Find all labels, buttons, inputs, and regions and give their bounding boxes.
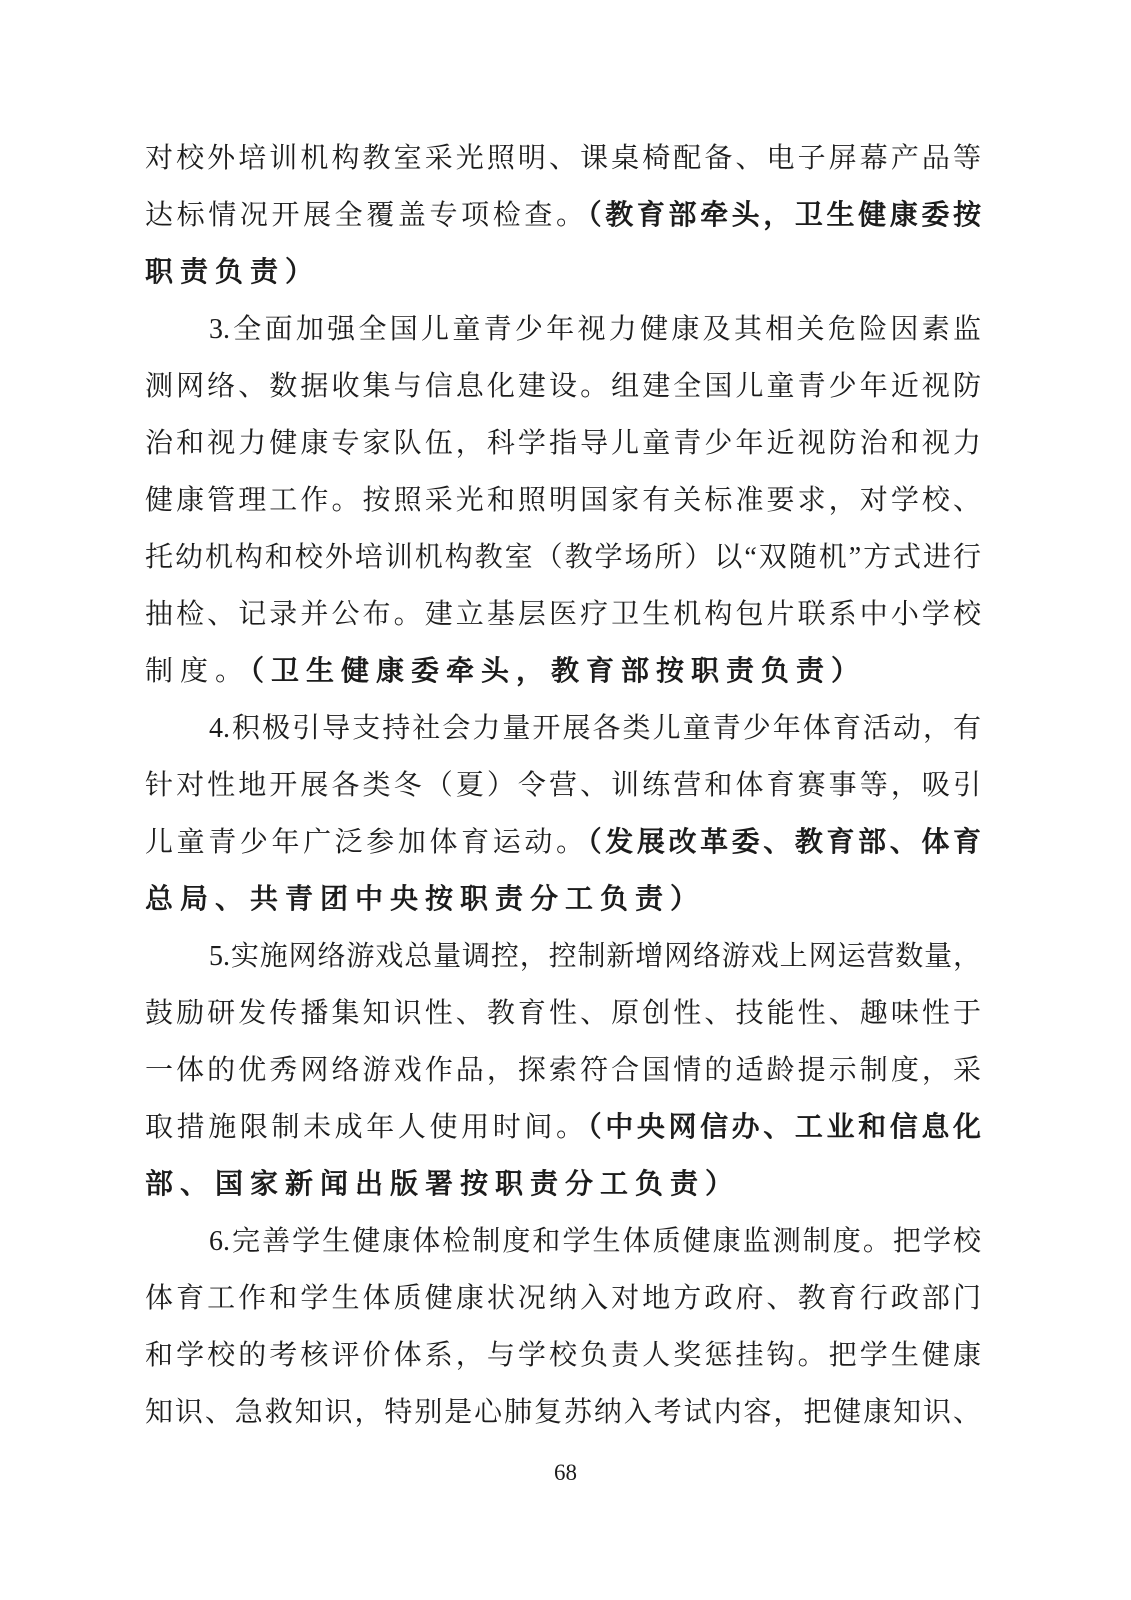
text-line <box>145 1327 981 1384</box>
body-text-run: 测网络、数据收集与信息化建设。组建全国儿童青少年近视防 <box>145 371 981 402</box>
text-line <box>145 871 981 928</box>
text-line <box>145 1213 981 1270</box>
text-line <box>145 1042 981 1099</box>
text-line <box>145 415 981 472</box>
responsible-agency-note: （发展改革委、教育部、体育 <box>587 827 981 858</box>
responsible-agency-note: 总局、共青团中央按职责分工负责） <box>145 884 706 915</box>
responsible-agency-note: 部、国家新闻出版署按职责分工负责） <box>145 1169 741 1200</box>
text-line <box>145 643 981 700</box>
text-line <box>145 244 981 301</box>
body-text-run: 一体的优秀网络游戏作品，探索符合国情的适龄提示制度，采 <box>145 1055 981 1086</box>
body-text-run: 鼓励研发传播集知识性、教育性、原创性、技能性、趣味性于 <box>145 998 981 1029</box>
body-text-run: 3.全面加强全国儿童青少年视力健康及其相关危险因素监 <box>209 314 981 345</box>
body-text-run: 达标情况开展全覆盖专项检查。 <box>145 200 588 231</box>
body-text-run: 知识、急救知识，特别是心肺复苏纳入考试内容，把健康知识、 <box>145 1397 981 1428</box>
body-text-run: 治和视力健康专家队伍，科学指导儿童青少年近视防治和视力 <box>145 428 981 459</box>
body-text <box>145 130 981 1441</box>
body-text-run: 对校外培训机构教室采光照明、课桌椅配备、电子屏幕产品等 <box>145 143 981 174</box>
text-line <box>145 928 981 985</box>
body-text-run: 健康管理工作。按照采光和照明国家有关标准要求，对学校、 <box>145 485 981 516</box>
text-line <box>145 700 981 757</box>
body-text-run: 和学校的考核评价体系，与学校负责人奖惩挂钩。把学生健康 <box>145 1340 981 1371</box>
page-number: 68 <box>554 1460 577 1485</box>
body-text-run: 5.实施网络游戏总量调控，控制新增网络游戏上网运营数量， <box>209 941 981 972</box>
text-line <box>145 1156 981 1213</box>
responsible-agency-note: （教育部牵头，卫生健康委按 <box>587 200 981 231</box>
responsible-agency-note: 职责负责） <box>145 257 321 288</box>
page-footer <box>0 1460 1131 1486</box>
body-text-run: 抽检、记录并公布。建立基层医疗卫生机构包片联系中小学校 <box>145 599 981 630</box>
responsible-agency-note: （中央网信办、工业和信息化 <box>587 1112 981 1143</box>
text-line <box>145 529 981 586</box>
text-line <box>145 301 981 358</box>
text-line <box>145 757 981 814</box>
body-text-run: 6.完善学生健康体检制度和学生体质健康监测制度。把学校 <box>209 1226 981 1257</box>
text-line <box>145 1384 981 1441</box>
body-text-run: 取措施限制未成年人使用时间。 <box>145 1112 588 1143</box>
body-text-run: 体育工作和学生体质健康状况纳入对地方政府、教育行政部门 <box>145 1283 981 1314</box>
text-line <box>145 1099 981 1156</box>
text-line <box>145 358 981 415</box>
body-text-run: 4.积极引导支持社会力量开展各类儿童青少年体育活动，有 <box>209 713 981 744</box>
body-text-run: 儿童青少年广泛参加体育运动。 <box>145 827 588 858</box>
text-line <box>145 472 981 529</box>
body-text-run: 制度。 <box>145 656 251 687</box>
text-line <box>145 130 981 187</box>
text-line <box>145 1270 981 1327</box>
text-line <box>145 187 981 244</box>
body-text-run: 托幼机构和校外培训机构教室（教学场所）以“双随机”方式进行 <box>145 542 981 573</box>
text-line <box>145 985 981 1042</box>
body-text-run: 针对性地开展各类冬（夏）令营、训练营和体育赛事等，吸引 <box>145 770 981 801</box>
text-line <box>145 586 981 643</box>
responsible-agency-note: （卫生健康委牵头，教育部按职责负责） <box>250 656 867 687</box>
text-line <box>145 814 981 871</box>
